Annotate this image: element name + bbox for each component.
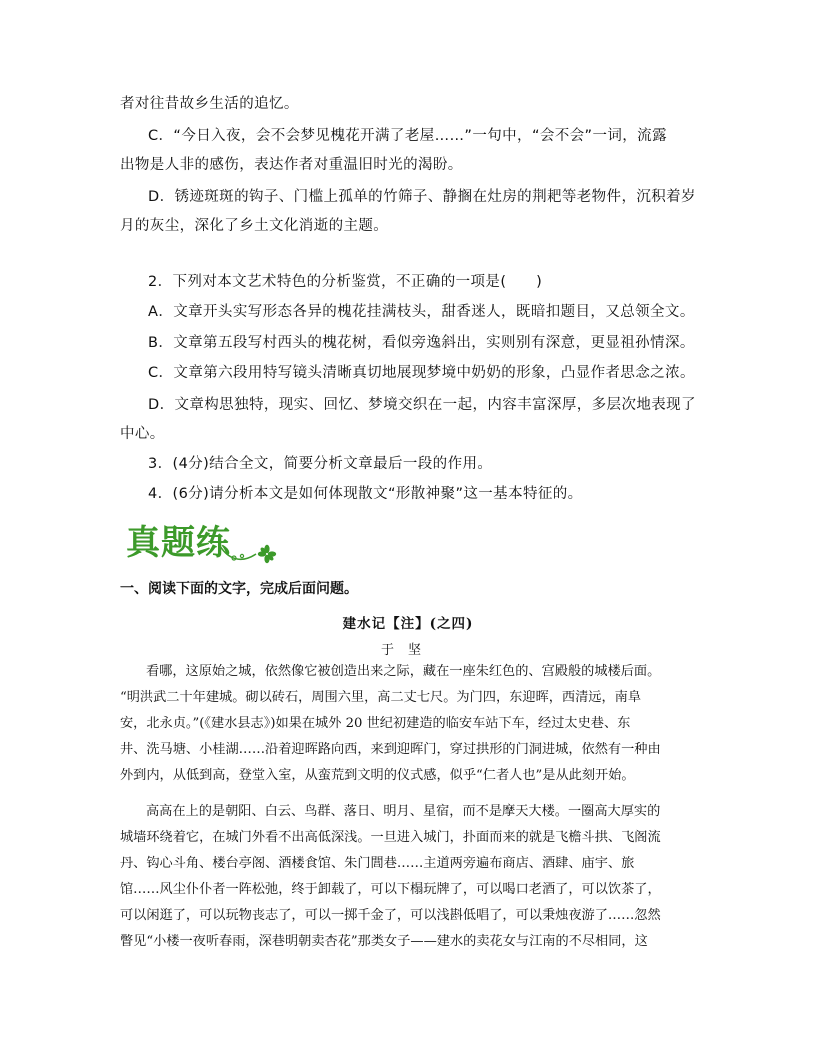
question-3: 3．(4分)结合全文，简要分析文章最后一段的作用。 [148, 456, 493, 472]
question-4: 4．(6分)请分析本文是如何体现散文“形散神聚”这一基本特征的。 [148, 486, 583, 502]
article-line: 看哪，这原始之城，依然像它被创造出来之际，藏在一座朱红色的、宫殿般的城楼后面。 [146, 664, 661, 679]
section-heading: 一、阅读下面的文字，完成后面问题。 [120, 581, 358, 597]
article-line: 丹、钩心斗角、楼台亭阁、酒楼食馆、朱门閭巷……主道两旁遍布商店、酒肆、庙宇、旅 [120, 856, 635, 871]
article-line: 馆……风尘仆仆者一阵松弛，终于卸载了，可以下榻玩牌了，可以喝口老酒了，可以饮茶了， [120, 882, 661, 897]
article-line: 瞥见“小楼一夜听春雨，深巷明朝卖杏花”那类女子——建水的卖花女与江南的不尽相同，这 [120, 934, 648, 949]
question-2-option-d-line-2: 中心。 [120, 426, 165, 442]
article-line: “明洪武二十年建城。砌以砖石，周围六里，高二丈七尺。为门四，东迎晖，西清远，南阜 [120, 690, 642, 705]
article-line: 安，北永贞。”(《建水县志》)如果在城外 20 世纪初建造的临安车站下车，经过太史巷、东 [120, 716, 631, 731]
option-c-line-1: C．“今日入夜，会不会梦见槐花开满了老屋……”一句中，“会不会”一词，流露 [148, 128, 667, 144]
question-2-option-a: A．文章开头实写形态各异的槐花挂满枝头，甜香迷人，既暗扣题目，又总领全文。 [148, 304, 695, 320]
question-2-option-d-line-1: D．文章构思独特，现实、回忆、梦境交织在一起，内容丰富深厚，多层次地表现了 [148, 397, 696, 413]
question-2-stem: 2．下列对本文艺术特色的分析鉴赏，不正确的一项是( ) [148, 274, 543, 290]
text-line: 者对往昔故乡生活的追忆。 [120, 96, 299, 112]
section-logo: 真题练 [126, 523, 231, 563]
article-line: 高高在上的是朝阳、白云、鸟群、落日、明月、星宿，而不是摩天大楼。一圈高大厚实的 [146, 804, 661, 819]
article-author: 于坚 [380, 643, 435, 658]
option-c-line-2: 出物是人非的感伤，表达作者对重温旧时光的渴盼。 [120, 157, 463, 173]
question-2-option-b: B．文章第五段写村西头的槐花树，看似旁逸斜出，实则别有深意，更显祖孙情深。 [148, 335, 695, 351]
article-line: 可以闲逛了，可以玩物丧志了，可以一掷千金了，可以浅斟低唱了，可以秉烛夜游了……忽然 [120, 908, 661, 923]
option-d-line-1: D．锈迹斑斑的钩子、门槛上孤单的竹筛子、静搁在灶房的荆耙等老物件，沉积着岁 [148, 189, 696, 205]
article-line: 外到内，从低到高，登堂入室，从蛮荒到文明的仪式感，似乎“仁者人也”是从此刻开始。 [120, 768, 635, 783]
article-line: 井、洗马塘、小桂湖……沿着迎晖路向西，来到迎晖门，穿过拱形的门洞进城，依然有一种由 [120, 742, 661, 757]
option-d-line-2: 月的灰尘，深化了乡土文化消逝的主题。 [120, 218, 389, 234]
question-2-option-c: C．文章第六段用特写镜头清晰真切地展现梦境中奶奶的形象，凸显作者思念之浓。 [148, 365, 695, 381]
vine-decoration-icon [212, 532, 282, 568]
article-title: 建水记【注】(之四) [342, 616, 474, 632]
article-line: 城墙环绕着它，在城门外看不出高低深浅。一旦进入城门，扑面而来的就是飞檐斗拱、飞阁流 [120, 830, 661, 845]
